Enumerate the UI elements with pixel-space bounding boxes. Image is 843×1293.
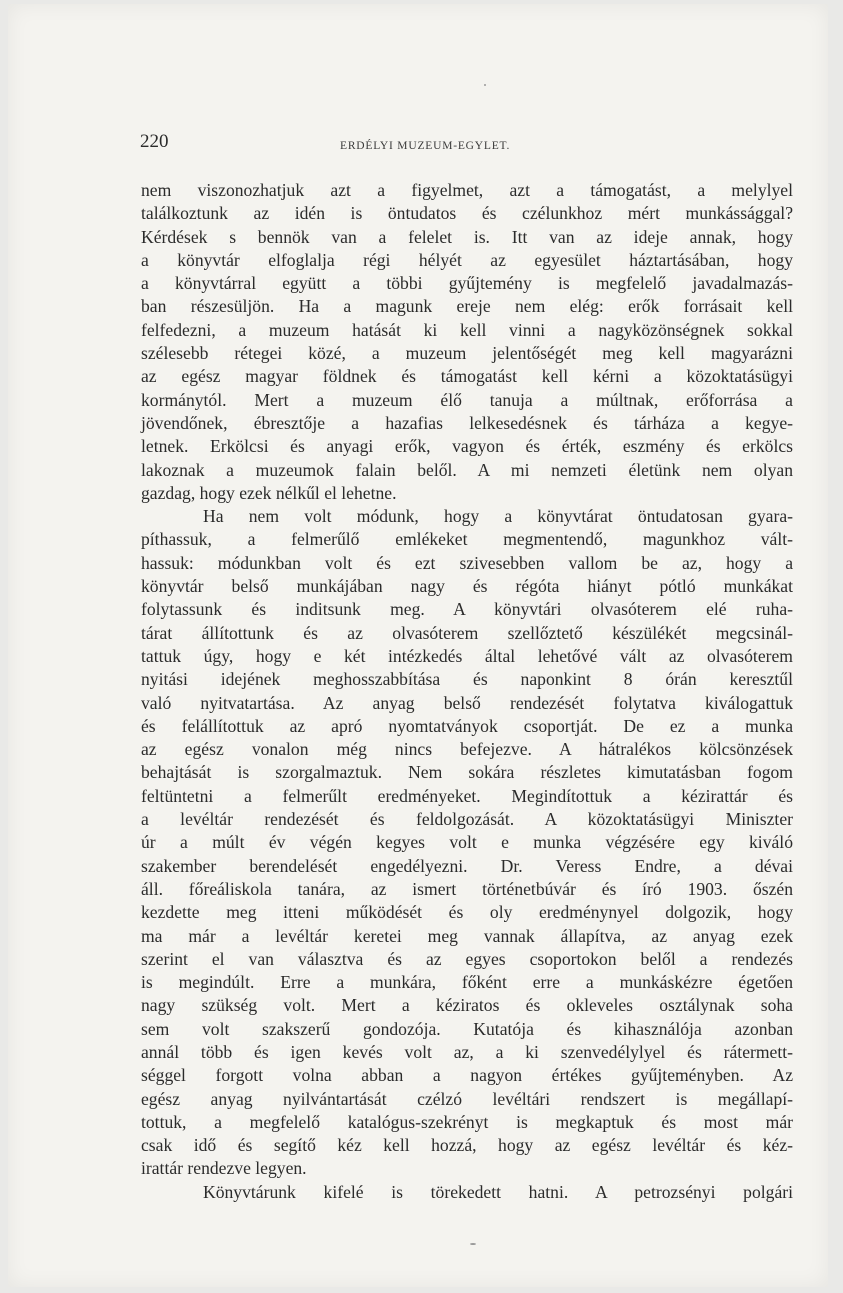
text-line: való nyitvatartása. Az anyag belső rendezését folytatva kiválogattuk <box>141 692 793 713</box>
text-line: annál több és igen kevés volt az, a ki szenvedélylyel és rátermett- <box>141 1041 793 1062</box>
scan-speck <box>484 84 486 86</box>
text-line: és felállítottuk az apró nyomtatványok csoportját. De ez a munka <box>141 715 793 736</box>
text-line: lakoznak a muzeumok falain belől. A mi nemzeti életünk nem olyan <box>141 459 793 480</box>
scan-speck <box>470 1243 476 1245</box>
text-line: áll. főreáliskola tanára, az ismert történetbúvár és író 1903. őszén <box>141 878 793 899</box>
text-line: Ha nem volt módunk, hogy a könyvtárat öntudatosan gyara- <box>203 506 793 527</box>
text-line: feltüntetni a felmerűlt eredményeket. Megindítottuk a kézirattár és <box>141 785 793 806</box>
text-line: is megindúlt. Erre a munkára, főként erre a munkáskézre égetően <box>141 972 793 993</box>
text-line: Könyvtárunk kifelé is törekedett hatni. A petrozsényi polgári <box>203 1181 793 1202</box>
text-line: egész anyag nyilvántartását czélzó levéltári rendszert is megállapí- <box>141 1088 793 1109</box>
text-line: Kérdések s bennök van a felelet is. Itt van az ideje annak, hogy <box>141 226 793 247</box>
text-line: irattár rendezve legyen. <box>141 1158 307 1179</box>
text-line: nagy szükség volt. Mert a kéziratos és okleveles osztálynak soha <box>141 995 793 1016</box>
text-line: gazdag, hogy ezek nélkűl el lehetne. <box>141 482 397 503</box>
text-line: szélesebb rétegei közé, a muzeum jelentőségét meg kell magyarázni <box>141 343 793 364</box>
text-line: jövendőnek, ébresztője a hazafias lelkesedésnek és tárháza a kegye- <box>141 412 793 433</box>
text-line: könyvtár belső munkájában nagy és régóta hiányt pótló munkákat <box>141 576 793 597</box>
text-line: szerint el van választva és az egyes csoportokon belől a rendezés <box>141 948 793 969</box>
text-line: hassuk: módunkban volt és ezt szivesebben vallom be az, hogy a <box>141 552 793 573</box>
text-line: a levéltár rendezését és feldolgozását. A közoktatásügyi Miniszter <box>141 809 793 830</box>
body-text <box>141 179 793 1204</box>
text-line: a könyvtár elfoglalja régi hélyét az egyesület háztartásában, hogy <box>141 249 793 270</box>
text-line: tattuk úgy, hogy e két intézkedés által lehetővé vált az olvasóterem <box>141 645 793 666</box>
text-line: tottuk, a megfelelő katalógus-szekrényt is megkaptuk és most már <box>141 1111 793 1132</box>
text-line: ma már a levéltár keretei meg vannak állapítva, az anyag ezek <box>141 925 793 946</box>
text-line: tárat állítottunk és az olvasóterem szellőztető készülékét megcsinál- <box>141 622 793 643</box>
text-line: ban részesüljön. Ha a magunk ereje nem elég: erők forrásait kell <box>141 296 793 317</box>
text-line: kormánytól. Mert a muzeum élő tanuja a múltnak, erőforrása a <box>141 389 793 410</box>
text-line: az egész vonalon még nincs befejezve. A hátralékos kölcsönzések <box>141 739 793 760</box>
text-line: csak idő és segítő kéz kell hozzá, hogy az egész levéltár és kéz- <box>141 1135 793 1156</box>
page-number: 220 <box>140 131 169 152</box>
text-line: úr a múlt év végén kegyes volt e munka végzésére egy kiváló <box>141 832 793 853</box>
text-line: az egész magyar földnek és támogatást kell kérni a közoktatásügyi <box>141 366 793 387</box>
text-line: letnek. Erkölcsi és anyagi erők, vagyon és érték, eszmény és erkölcs <box>141 436 793 457</box>
paragraph <box>141 179 793 505</box>
text-line: folytassunk és inditsunk meg. A könyvtári olvasóterem elé ruha- <box>141 599 793 620</box>
text-line: kezdette meg itteni működését és oly eredménynyel dolgozik, hogy <box>141 902 793 923</box>
text-line: píthassuk, a felmerűlő emlékeket megmentendő, magunkhoz vált- <box>141 529 793 550</box>
paragraph <box>141 1181 793 1204</box>
text-line: nyitási idejének meghosszabbítása és naponkint 8 órán keresztűl <box>141 669 793 690</box>
text-line: a könyvtárral együtt a többi gyűjtemény is megfelelő javadalmazás- <box>141 273 793 294</box>
text-line: séggel forgott volna abban a nagyon értékes gyűjteményben. Az <box>141 1065 793 1086</box>
text-line: találkoztunk az idén is öntudatos és czélunkhoz mért munkássággal? <box>141 203 793 224</box>
running-head: ERDÉLYI MUZEUM-EGYLET. <box>340 140 511 152</box>
paragraph <box>141 505 793 1181</box>
text-line: felfedezni, a muzeum hatását ki kell vinni a nagyközönségnek sokkal <box>141 319 793 340</box>
text-line: sem volt szakszerű gondozója. Kutatója és kihasználója azonban <box>141 1018 793 1039</box>
text-line: behajtását is szorgalmaztuk. Nem sokára részletes kimutatásban fogom <box>141 762 793 783</box>
text-line: nem viszonozhatjuk azt a figyelmet, azt a támogatást, a melylyel <box>141 180 793 200</box>
text-line: szakember berendelését engedélyezni. Dr. Veress Endre, a dévai <box>141 855 793 876</box>
